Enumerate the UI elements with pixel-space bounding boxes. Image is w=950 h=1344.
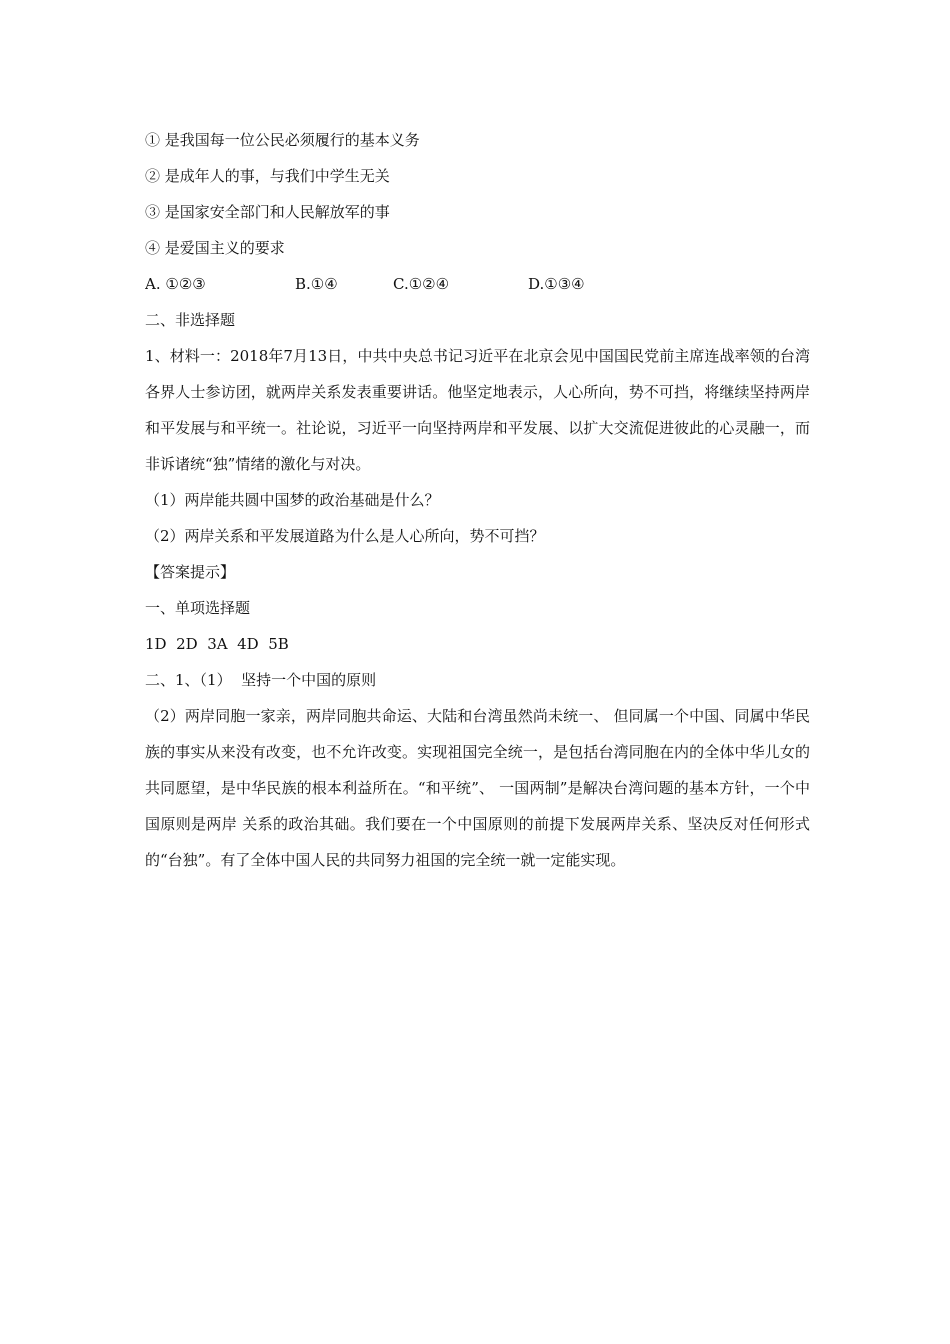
question-item-3: ③ 是国家安全部门和人民解放军的事	[145, 203, 390, 221]
option-a: A. ①②③	[145, 275, 206, 293]
answer-section-one-title: 一、单项选择题	[145, 599, 251, 617]
answer-header: 【答案提示】	[145, 563, 236, 581]
sub-question-1: （1）两岸能共圆中国梦的政治基础是什么？	[145, 491, 440, 509]
answer-options	[145, 266, 810, 302]
question-item-1: ① 是我国每一位公民必须履行的基本义务	[145, 131, 420, 149]
question-item-4: ④ 是爱国主义的要求	[145, 239, 285, 257]
sub-question-2: （2）两岸关系和平发展道路为什么是人心所向，势不可挡？	[145, 527, 545, 545]
option-b: B.①④	[295, 275, 338, 293]
material-paragraph: 1、材料一：2018年7月13日，中共中央总书记习近平在北京会见中国国民党前主席连战率领的台湾各界人士参访团，就两岸关系发表重要讲话。他坚定地表示，人心所向，势不可挡，将继续坚持两岸和平发展与和平统一。社论说，习近平一向坚持两岸和平发展、以扩大交流促进彼此的心灵融一，而非诉诸统“独”情绪的激化与对决。	[145, 347, 810, 473]
answer-two-part-two: （2）两岸同胞一家亲，两岸同胞共命运、大陆和台湾虽然尚未统一、 但同属一个中国、同属中华民族的事实从来没有改变，也不允许改变。实现祖国完全统一，是包括台湾同胞在内的全体中华儿女的共同愿望，是中华民族的根本利益所在。“和平统”、 一国两制”是解决台湾问题的基本方针，一个中国原则是两岸 关系的政治其础。我们要在一个中国原则的前提下发展两岸关系、坚决反对任何形式的“台独”。有了全体中国人民的共同努力祖国的完全统一就一定能实现。	[145, 707, 810, 869]
section-two-title: 二、非选择题	[145, 311, 236, 329]
question-item-2: ② 是成年人的事，与我们中学生无关	[145, 167, 390, 185]
answer-section-one-keys: 1D 2D 3A 4D 5B	[145, 635, 289, 653]
option-c: C.①②④	[393, 275, 450, 293]
option-d: D.①③④	[528, 275, 585, 293]
answer-two-part-one: 二、1、（1） 坚持一个中国的原则	[145, 671, 377, 689]
document-page	[145, 122, 810, 878]
